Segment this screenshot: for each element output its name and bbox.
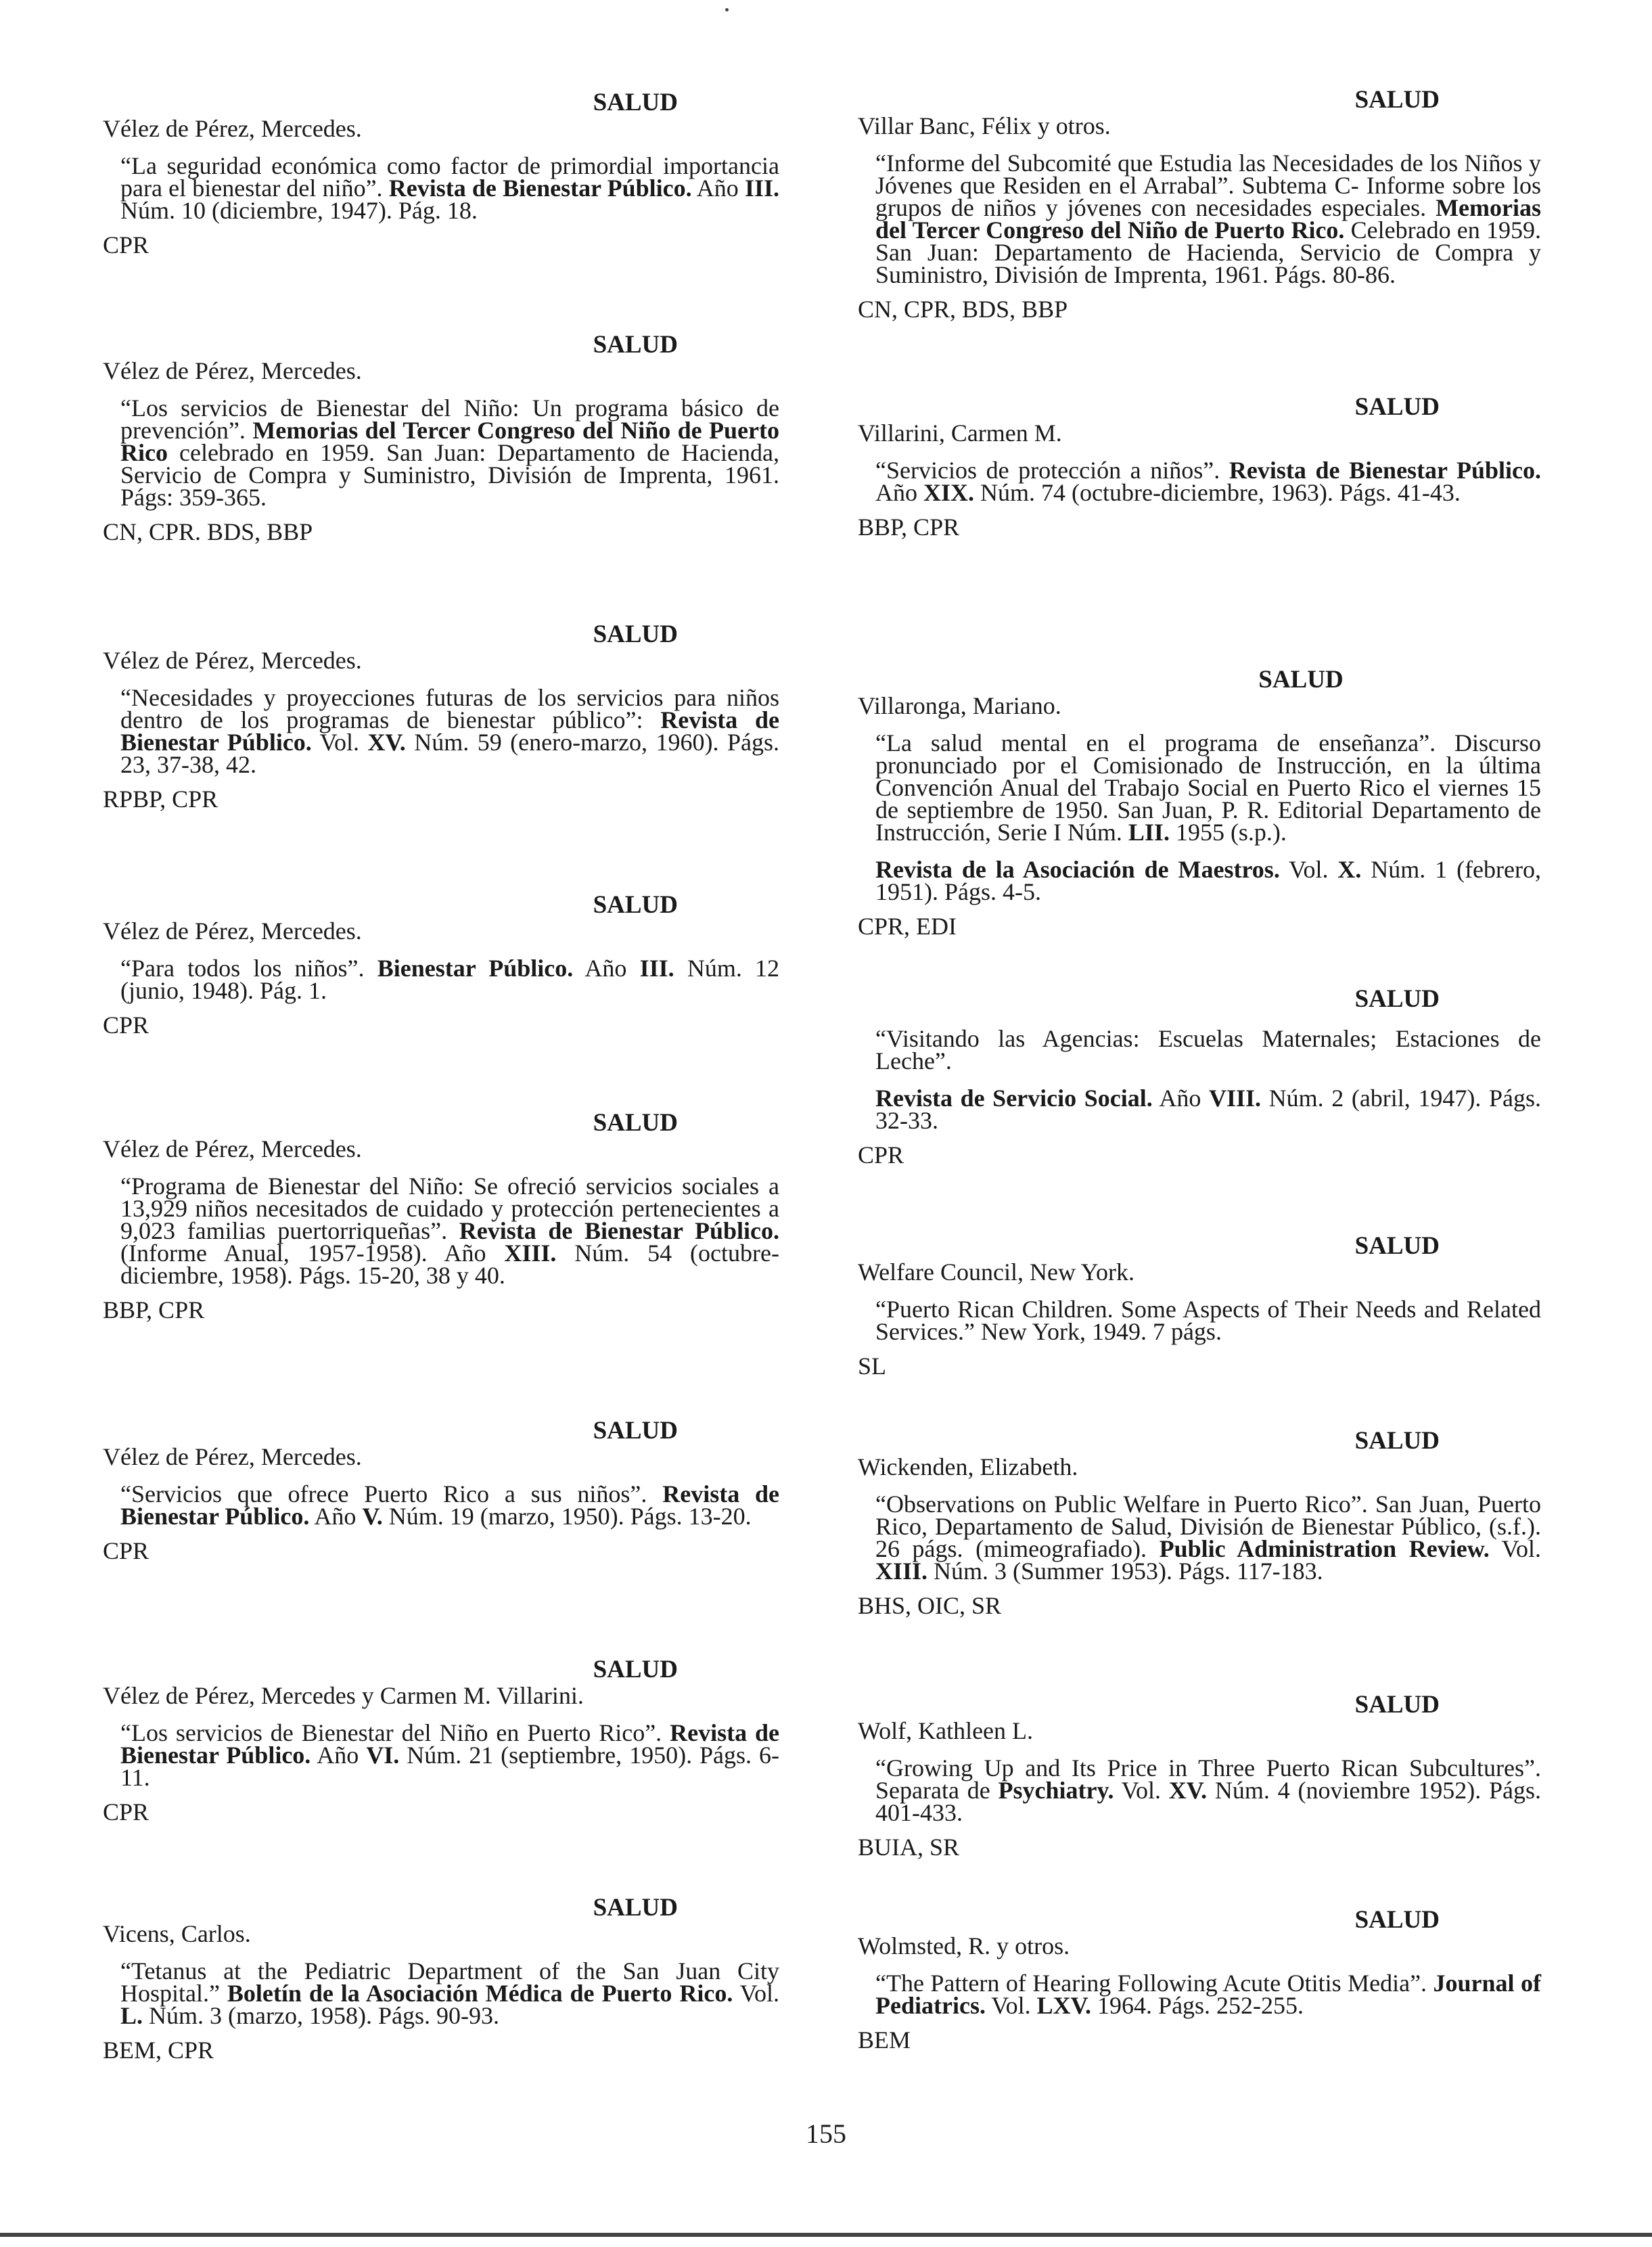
citation-text: Vol.	[311, 729, 368, 756]
entry-citation	[120, 1957, 779, 2029]
citation-text: Vol.	[1489, 1535, 1541, 1562]
citation-text: Vol.	[733, 1980, 779, 2007]
library-locations: BUIA, SR	[858, 1834, 960, 1861]
library-locations: CPR	[103, 1012, 150, 1039]
citation-text: 1955 (s.p.).	[1169, 819, 1287, 846]
citation-title-bold: Journal of Pediatrics.	[875, 1970, 1542, 2019]
library-locations: CPR	[103, 1798, 150, 1825]
citation-title-bold: Revista de la Asociación de Maestros.	[875, 856, 1280, 883]
citation-text: “Tetanus at the Pediatric Department of the San Juan City Hospital.”	[120, 1957, 779, 2007]
scan-edge-line	[0, 2233, 1652, 2237]
entry-citation	[875, 1972, 1541, 2017]
library-locations: BEM	[858, 2026, 911, 2053]
citation-title-bold: Revista de Bienestar Público.	[120, 1480, 779, 1530]
citation-text: Año	[691, 175, 745, 202]
citation-title-bold: III.	[639, 955, 674, 982]
citation-text: Núm. 74 (octubre-diciembre, 1963). Págs. 41-43.	[974, 479, 1461, 506]
entry-author: Wolmsted, R. y otros.	[858, 1932, 1070, 1959]
bibliography-entry	[103, 332, 779, 543]
citation-text: Núm. 1 (febrero, 1951). Págs. 4-5.	[875, 856, 1541, 905]
entry-citation	[120, 1175, 779, 1287]
citation-title-bold: Memorias del Tercer Congreso del Niño de Puerto Rico.	[875, 194, 1541, 244]
subject-heading: SALUD	[593, 1894, 678, 1922]
citation-text: “Necesidades y proyecciones futuras de los servicios para niños dentro de los programas de bienestar público”:	[120, 684, 779, 733]
citation-text: “La salud mental en el programa de enseñanza”. Discurso pronunciado por el Comisionado de Instrucción, en la última Convención Anual del Trabajo Social en Puerto Rico el viernes 15 de septiembre de 1950. San Juan, P. R. Editorial Departamento de Instrucción, Serie I Núm.	[875, 729, 1541, 846]
citation-text: Año	[1152, 1085, 1209, 1112]
citation-text: Núm. 54 (octubre-diciembre, 1958). Págs. 15-20, 38 y 40.	[120, 1240, 779, 1289]
citation-title-bold: XIII.	[875, 1558, 928, 1585]
citation-text: Núm. 3 (marzo, 1958). Págs. 90-93.	[143, 2002, 499, 2029]
subject-heading: SALUD	[1354, 1232, 1440, 1260]
entry-citation	[120, 957, 779, 1002]
subject-heading: SALUD	[1258, 666, 1344, 694]
citation-text: “Visitando las Agencias: Escuelas Maternales; Estaciones de Leche”.	[875, 1025, 1541, 1074]
citation-title-bold: Revista de Servicio Social.	[875, 1085, 1153, 1112]
subject-heading: SALUD	[593, 891, 678, 919]
citation-text: Núm. 19 (marzo, 1950). Págs. 13-20.	[382, 1503, 752, 1530]
entry-citation	[120, 1480, 779, 1530]
citation-title-bold: XV.	[367, 729, 406, 756]
citation-title-bold: V.	[362, 1503, 383, 1530]
citation-text: “Programa de Bienestar del Niño: Se ofreció servicios sociales a 13,929 niños necesitados de cuidado y protección pertenecientes a 9,023 familias puertorriqueñas”.	[120, 1173, 779, 1244]
entry-citation	[120, 394, 780, 511]
entry-author: Villarini, Carmen M.	[858, 419, 1062, 447]
citation-title-bold: Boletín de la Asociación Médica de Puerto Rico.	[227, 1980, 733, 2007]
citation-title-bold: LII.	[1128, 819, 1170, 846]
citation-title-bold: Public Administration Review.	[1159, 1535, 1490, 1562]
entry-author: Villar Banc, Félix y otros.	[858, 112, 1111, 139]
bibliography-entry	[103, 1656, 779, 1823]
subject-heading: SALUD	[593, 1656, 678, 1683]
library-locations: BBP, CPR	[103, 1296, 205, 1323]
citation-text: “Para todos los niños”.	[120, 955, 377, 982]
citation-title-bold: Revista de Bienestar Público.	[120, 1719, 779, 1769]
citation-title-bold: Revista de Bienestar Público.	[1229, 457, 1542, 484]
entry-citation	[875, 459, 1541, 504]
subject-heading: SALUD	[593, 620, 678, 648]
library-locations: CPR	[103, 231, 150, 258]
subject-heading: SALUD	[593, 1417, 678, 1445]
entry-citation	[120, 684, 779, 778]
citation-text: “Observations on Public Welfare in Puerto Rico”. San Juan, Puerto Rico, Departamento de Salud, División de Bienestar Público, (s.f.). 26 págs. (mimeografiado).	[875, 1491, 1541, 1562]
citation-text: Celebrado en 1959. San Juan: Departamento de Hacienda, Servicio de Compra y Suministro, División de Imprenta, 1961. Págs. 80-86.	[875, 217, 1541, 288]
citation-text: Núm. 3 (Summer 1953). Págs. 117-183.	[927, 1558, 1323, 1585]
citation-text: “The Pattern of Hearing Following Acute Otitis Media”.	[875, 1970, 1433, 1997]
citation-text: “Servicios de protección a niños”.	[875, 457, 1229, 484]
citation-text: Vol.	[1114, 1777, 1169, 1804]
entry-author: Wolf, Kathleen L.	[858, 1717, 1034, 1744]
entry-author: Vélez de Pérez, Mercedes.	[103, 1443, 362, 1470]
entry-citation	[875, 729, 1541, 846]
entry-author: Vélez de Pérez, Mercedes y Carmen M. Villarini.	[103, 1682, 584, 1709]
bibliography-entry	[858, 1233, 1541, 1378]
subject-heading: SALUD	[593, 89, 678, 116]
subject-heading: SALUD	[1354, 1906, 1440, 1934]
citation-text: Vol.	[985, 1992, 1037, 2019]
bibliography-entry	[103, 892, 779, 1037]
page-number: 155	[806, 2118, 846, 2149]
subject-heading: SALUD	[593, 331, 678, 359]
citation-title-bold: VI.	[366, 1742, 400, 1769]
entry-citation	[120, 1719, 779, 1791]
citation-text: “La seguridad económica como factor de primordial importancia para el bienestar del niño”.	[120, 152, 779, 202]
citation-title-bold: Revista de Bienestar Público.	[388, 175, 692, 202]
citation-text: Año	[311, 1742, 367, 1769]
citation-title-bold: VIII.	[1208, 1085, 1262, 1112]
citation-text: Núm. 10 (diciembre, 1947). Pág. 18.	[120, 197, 478, 224]
citation-text: Núm. 2 (abril, 1947). Págs. 32-33.	[875, 1085, 1541, 1134]
entry-author: Vélez de Pérez, Mercedes.	[103, 647, 362, 674]
citation-title-bold: XIX.	[923, 479, 975, 506]
citation-text: “Informe del Subcomité que Estudia las Necesidades de los Niños y Jóvenes que Residen en el Arrabal”. Subtema C- Informe sobre los grupos de niños y jóvenes con necesidades especiales.	[875, 150, 1541, 221]
citation-text: Vol.	[1279, 856, 1338, 883]
citation-text: Núm. 21 (septiembre, 1950). Págs. 6-11.	[120, 1742, 779, 1791]
library-locations: CPR	[858, 1141, 904, 1168]
library-locations: CPR, EDI	[858, 913, 957, 940]
citation-title-bold: LXV.	[1036, 1992, 1092, 2019]
entry-author: Vélez de Pérez, Mercedes.	[103, 115, 362, 142]
citation-title-bold: XV.	[1168, 1777, 1208, 1804]
entry-author: Villaronga, Mariano.	[858, 692, 1061, 719]
library-locations: CN, CPR. BDS, BBP	[103, 518, 313, 545]
entry-author: Welfare Council, New York.	[858, 1258, 1135, 1286]
citation-text: Núm. 4 (noviembre 1952). Págs. 401-433.	[875, 1777, 1542, 1826]
citation-text: (Informe Anual, 1957-1958). Año	[120, 1240, 505, 1267]
subject-heading: SALUD	[593, 1109, 678, 1137]
entry-author: Vélez de Pérez, Mercedes.	[103, 1135, 362, 1162]
subject-heading: SALUD	[1354, 1691, 1440, 1719]
bibliography-entry	[858, 1428, 1541, 1617]
citation-text: Núm. 12 (junio, 1948). Pág. 1.	[120, 955, 780, 1004]
entry-author: Vélez de Pérez, Mercedes.	[103, 917, 362, 945]
citation-text: Núm. 59 (enero-marzo, 1960). Págs. 23, 37-38, 42.	[120, 729, 779, 778]
entry-citation	[120, 152, 779, 224]
library-locations: CN, CPR, BDS, BBP	[858, 296, 1068, 323]
citation-text: 1964. Págs. 252-255.	[1091, 1992, 1304, 2019]
citation-text: “Los servicios de Bienestar del Niño: Un programa básico de prevención”.	[120, 394, 779, 444]
bibliography-entry	[103, 1110, 779, 1321]
bibliography-entry	[103, 1417, 779, 1562]
subject-heading: SALUD	[1354, 985, 1440, 1013]
bibliography-entry	[858, 87, 1541, 321]
library-locations: CPR	[103, 1537, 150, 1564]
citation-title-bold: Revista de Bienestar Público.	[459, 1217, 780, 1244]
bibliography-entry	[858, 666, 1541, 938]
bibliography-entry	[103, 89, 779, 256]
citation-text: “Los servicios de Bienestar del Niño en Puerto Rico”.	[120, 1719, 670, 1746]
subject-heading: SALUD	[1354, 1427, 1440, 1455]
entry-citation	[875, 856, 1541, 905]
citation-text: celebrado en 1959. San Juan: Departamento de Hacienda, Servicio de Compra y Suministro, División de Imprenta, 1961. Págs: 359-365.	[120, 439, 779, 511]
citation-title-bold: XIII.	[504, 1240, 557, 1267]
citation-text: Año	[875, 479, 923, 506]
subject-heading: SALUD	[1354, 393, 1440, 421]
citation-text: Año	[309, 1503, 363, 1530]
library-locations: BBP, CPR	[858, 514, 960, 541]
citation-text: “Puerto Rican Children. Some Aspects of Their Needs and Related Services.” New York, 1949. 7 págs.	[875, 1296, 1541, 1345]
entry-author: Wickenden, Elizabeth.	[858, 1453, 1078, 1480]
bibliography-entry	[858, 394, 1541, 539]
entry-citation	[875, 1493, 1541, 1583]
library-locations: BHS, OIC, SR	[858, 1592, 1002, 1619]
entry-author: Vélez de Pérez, Mercedes.	[103, 357, 362, 384]
citation-title-bold: Revista de Bienestar Público.	[120, 706, 779, 756]
left-column	[103, 0, 779, 2131]
citation-title-bold: X.	[1337, 856, 1362, 883]
citation-title-bold: Bienestar Público.	[377, 955, 574, 982]
right-column	[858, 0, 1541, 2131]
citation-text: “Servicios que ofrece Puerto Rico a sus niños”.	[120, 1480, 663, 1507]
entry-citation	[875, 1754, 1542, 1826]
entry-citation	[875, 152, 1541, 286]
bibliography-entry	[103, 621, 779, 811]
entry-author: Vicens, Carlos.	[103, 1920, 251, 1947]
citation-title-bold: Memorias del Tercer Congreso del Niño de Puerto Rico	[120, 417, 780, 466]
bibliography-entry	[858, 1692, 1541, 1859]
citation-title-bold: III.	[744, 175, 779, 202]
citation-title-bold: L.	[120, 2002, 143, 2029]
bibliography-entry	[858, 986, 1541, 1166]
citation-text: “Growing Up and Its Price in Three Puerto Rican Subcultures”. Separata de	[875, 1754, 1541, 1804]
entry-citation	[875, 1025, 1541, 1074]
bibliography-entry	[858, 1907, 1541, 2051]
bibliography-entry	[103, 1894, 779, 2062]
library-locations: SL	[858, 1353, 887, 1380]
library-locations: RPBP, CPR	[103, 786, 219, 813]
citation-title-bold: Psychiatry.	[998, 1777, 1114, 1804]
library-locations: BEM, CPR	[103, 2037, 214, 2064]
citation-text: Año	[573, 955, 640, 982]
subject-heading: SALUD	[1354, 86, 1440, 114]
entry-citation	[875, 1298, 1541, 1343]
entry-citation	[875, 1087, 1541, 1132]
